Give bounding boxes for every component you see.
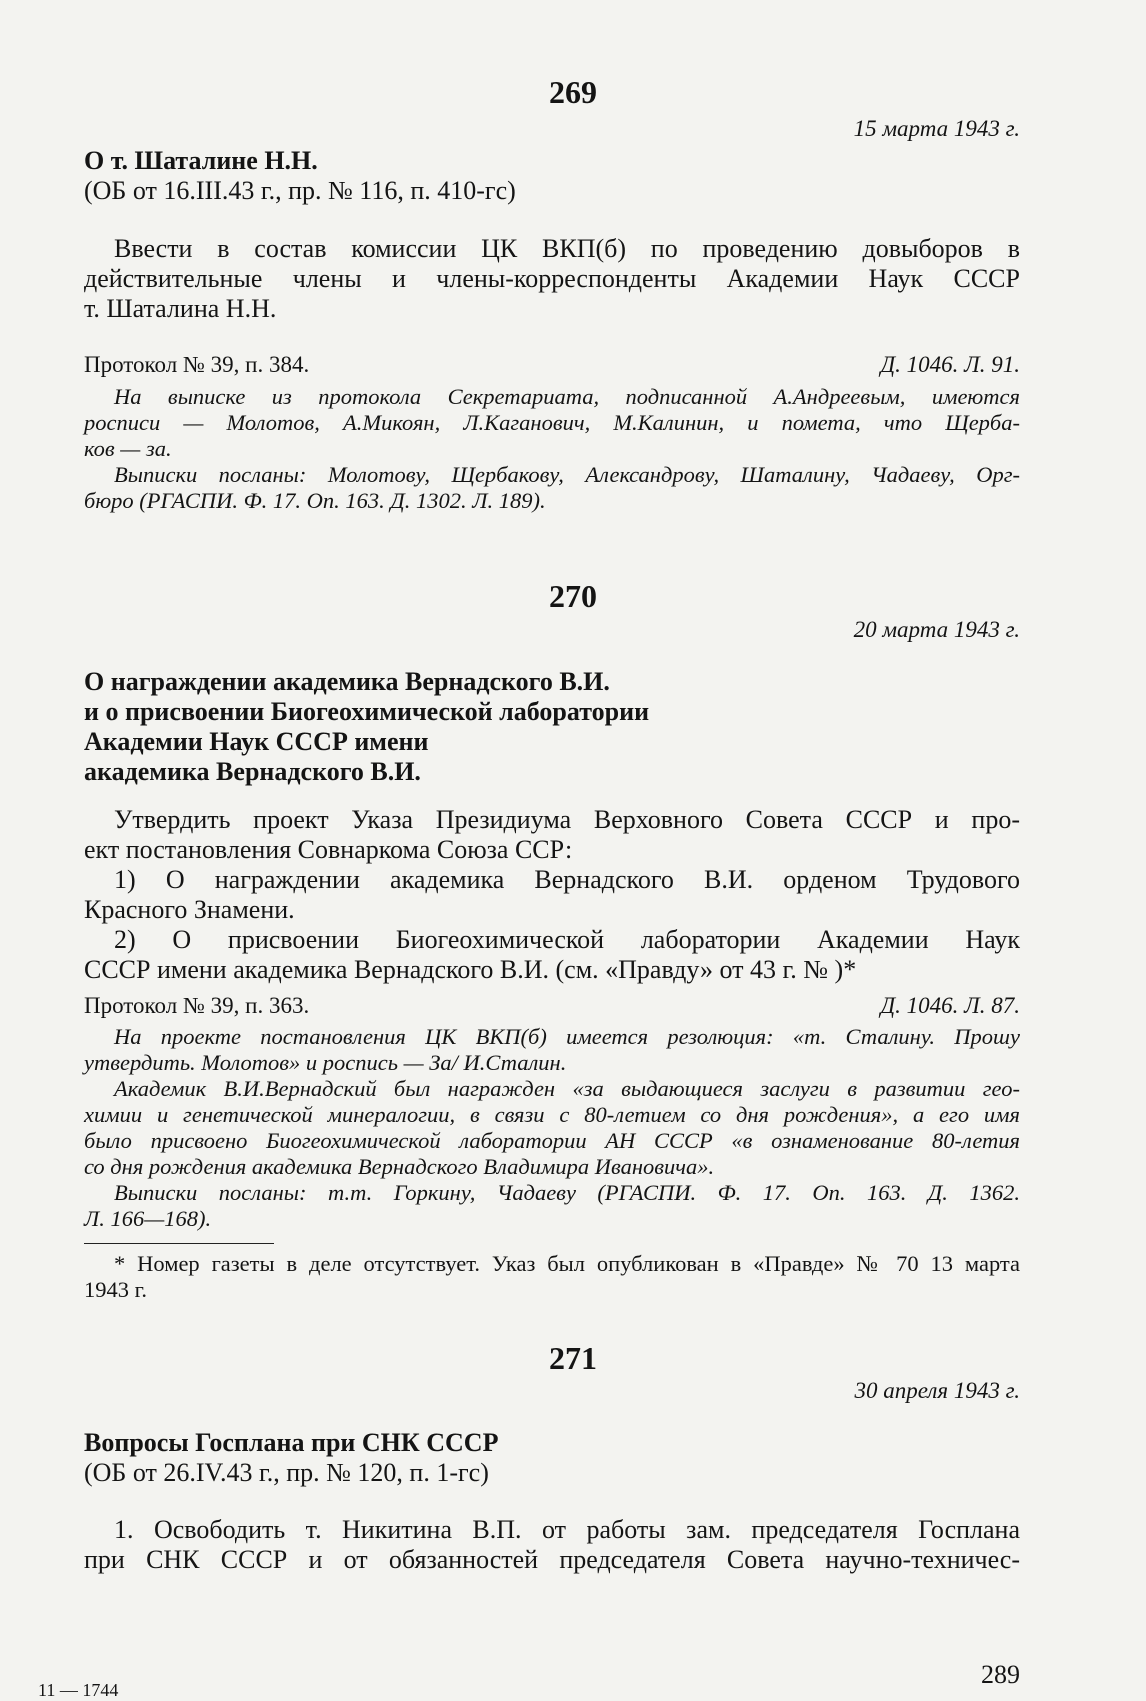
page-number: 289: [981, 1660, 1020, 1689]
document-title: [84, 1428, 1020, 1488]
note-line: Выписки посланы: т.т. Горкину, Чадаеву (РГАСПИ. Ф. 17. Оп. 163. Д. 1362.: [114, 1180, 1020, 1205]
document-date: 20 марта 1943 г.: [853, 617, 1020, 642]
document-date: 30 апреля 1943 г.: [854, 1378, 1020, 1403]
body-line: Ввести в состав комиссии ЦК ВКП(б) по проведению довыборов в: [114, 234, 1020, 263]
body-line: т. Шаталина Н.Н.: [84, 294, 277, 323]
body-line: 1. Освободить т. Никитина В.П. от работы зам. председателя Госплана: [114, 1515, 1020, 1544]
document-date: 15 марта 1943 г.: [853, 116, 1020, 141]
protocol-ref: Протокол № 39, п. 384.: [84, 352, 310, 377]
note-line: со дня рождения академика Вернадского Владимира Ивановича».: [84, 1154, 715, 1179]
title-line: О т. Шаталине Н.Н.: [84, 146, 318, 175]
notes: [84, 1024, 1020, 1232]
body-line: ект постановления Совнаркома Союза ССР:: [84, 835, 573, 864]
footnote-line: * Номер газеты в деле отсутствует. Указ был опубликован в «Правде» № 70 13 марта: [114, 1251, 1020, 1276]
title-line: академика Вернадского В.И.: [84, 757, 421, 786]
document-number: 270: [549, 578, 597, 614]
note-line: На выписке из протокола Секретариата, подписанной А.Андреевым, имеются: [114, 384, 1020, 409]
notes: [84, 384, 1020, 514]
note-line: Выписки посланы: Молотову, Щербакову, Александрову, Шаталину, Чадаеву, Орг-: [114, 462, 1020, 487]
footnote-divider: [84, 1243, 274, 1244]
document-title: [84, 667, 1020, 787]
body-line: 1) О награждении академика Вернадского В.И. орденом Трудового: [114, 865, 1020, 894]
protocol-line: [84, 993, 1020, 1019]
footnote-line: 1943 г.: [84, 1277, 147, 1302]
document-title: [84, 146, 1020, 206]
document-number: 269: [549, 74, 597, 110]
archive-ref: Д. 1046. Л. 91.: [880, 352, 1020, 377]
title-line: и о присвоении Биогеохимической лаборатории: [84, 697, 650, 726]
document-body: [84, 805, 1020, 985]
note-line: Академик В.И.Вернадский был награжден «за выдающиеся заслуги в развитии гео-: [114, 1076, 1020, 1101]
note-line: химии и генетической минералогии, в связи с 80-летием со дня рождения», а его имя: [84, 1102, 1020, 1127]
title-line: Вопросы Госплана при СНК СССР: [84, 1428, 499, 1457]
protocol-line: [84, 352, 1020, 378]
title-line: (ОБ от 16.III.43 г., пр. № 116, п. 410-гс): [84, 176, 516, 205]
archive-ref: Д. 1046. Л. 87.: [880, 993, 1020, 1018]
body-line: действительные члены и члены-корреспонденты Академии Наук СССР: [84, 264, 1020, 293]
note-line: Л. 166—168).: [84, 1206, 212, 1231]
document-body: [84, 234, 1020, 324]
document-number: 271: [549, 1340, 597, 1376]
body-line: 2) О присвоении Биогеохимической лаборатории Академии Наук: [114, 925, 1020, 954]
title-line: (ОБ от 26.IV.43 г., пр. № 120, п. 1-гс): [84, 1458, 489, 1487]
note-line: росписи — Молотов, А.Микоян, Л.Каганович, М.Калинин, и помета, что Щерба-: [84, 410, 1020, 435]
protocol-ref: Протокол № 39, п. 363.: [84, 993, 310, 1018]
footnote: [84, 1251, 1020, 1303]
note-line: утвердить. Молотов» и роспись — За/ И.Сталин.: [84, 1050, 567, 1075]
note-line: бюро (РГАСПИ. Ф. 17. Оп. 163. Д. 1302. Л. 189).: [84, 488, 546, 513]
body-line: Утвердить проект Указа Президиума Верховного Совета СССР и про-: [114, 805, 1020, 834]
body-line: Красного Знамени.: [84, 895, 295, 924]
printer-signature: 11 — 1744: [38, 1680, 119, 1700]
note-line: На проекте постановления ЦК ВКП(б) имеется резолюция: «т. Сталину. Прошу: [114, 1024, 1020, 1049]
document-body: [84, 1515, 1020, 1575]
note-line: ков — за.: [84, 436, 172, 461]
body-line: при СНК СССР и от обязанностей председателя Совета научно-техничес-: [84, 1545, 1020, 1574]
title-line: Академии Наук СССР имени: [84, 727, 429, 756]
body-line: СССР имени академика Вернадского В.И. (см. «Правду» от 43 г. № )*: [84, 955, 857, 984]
title-line: О награждении академика Вернадского В.И.: [84, 667, 610, 696]
note-line: было присвоено Биогеохимической лаборатории АН СССР «в ознаменование 80-летия: [84, 1128, 1020, 1153]
